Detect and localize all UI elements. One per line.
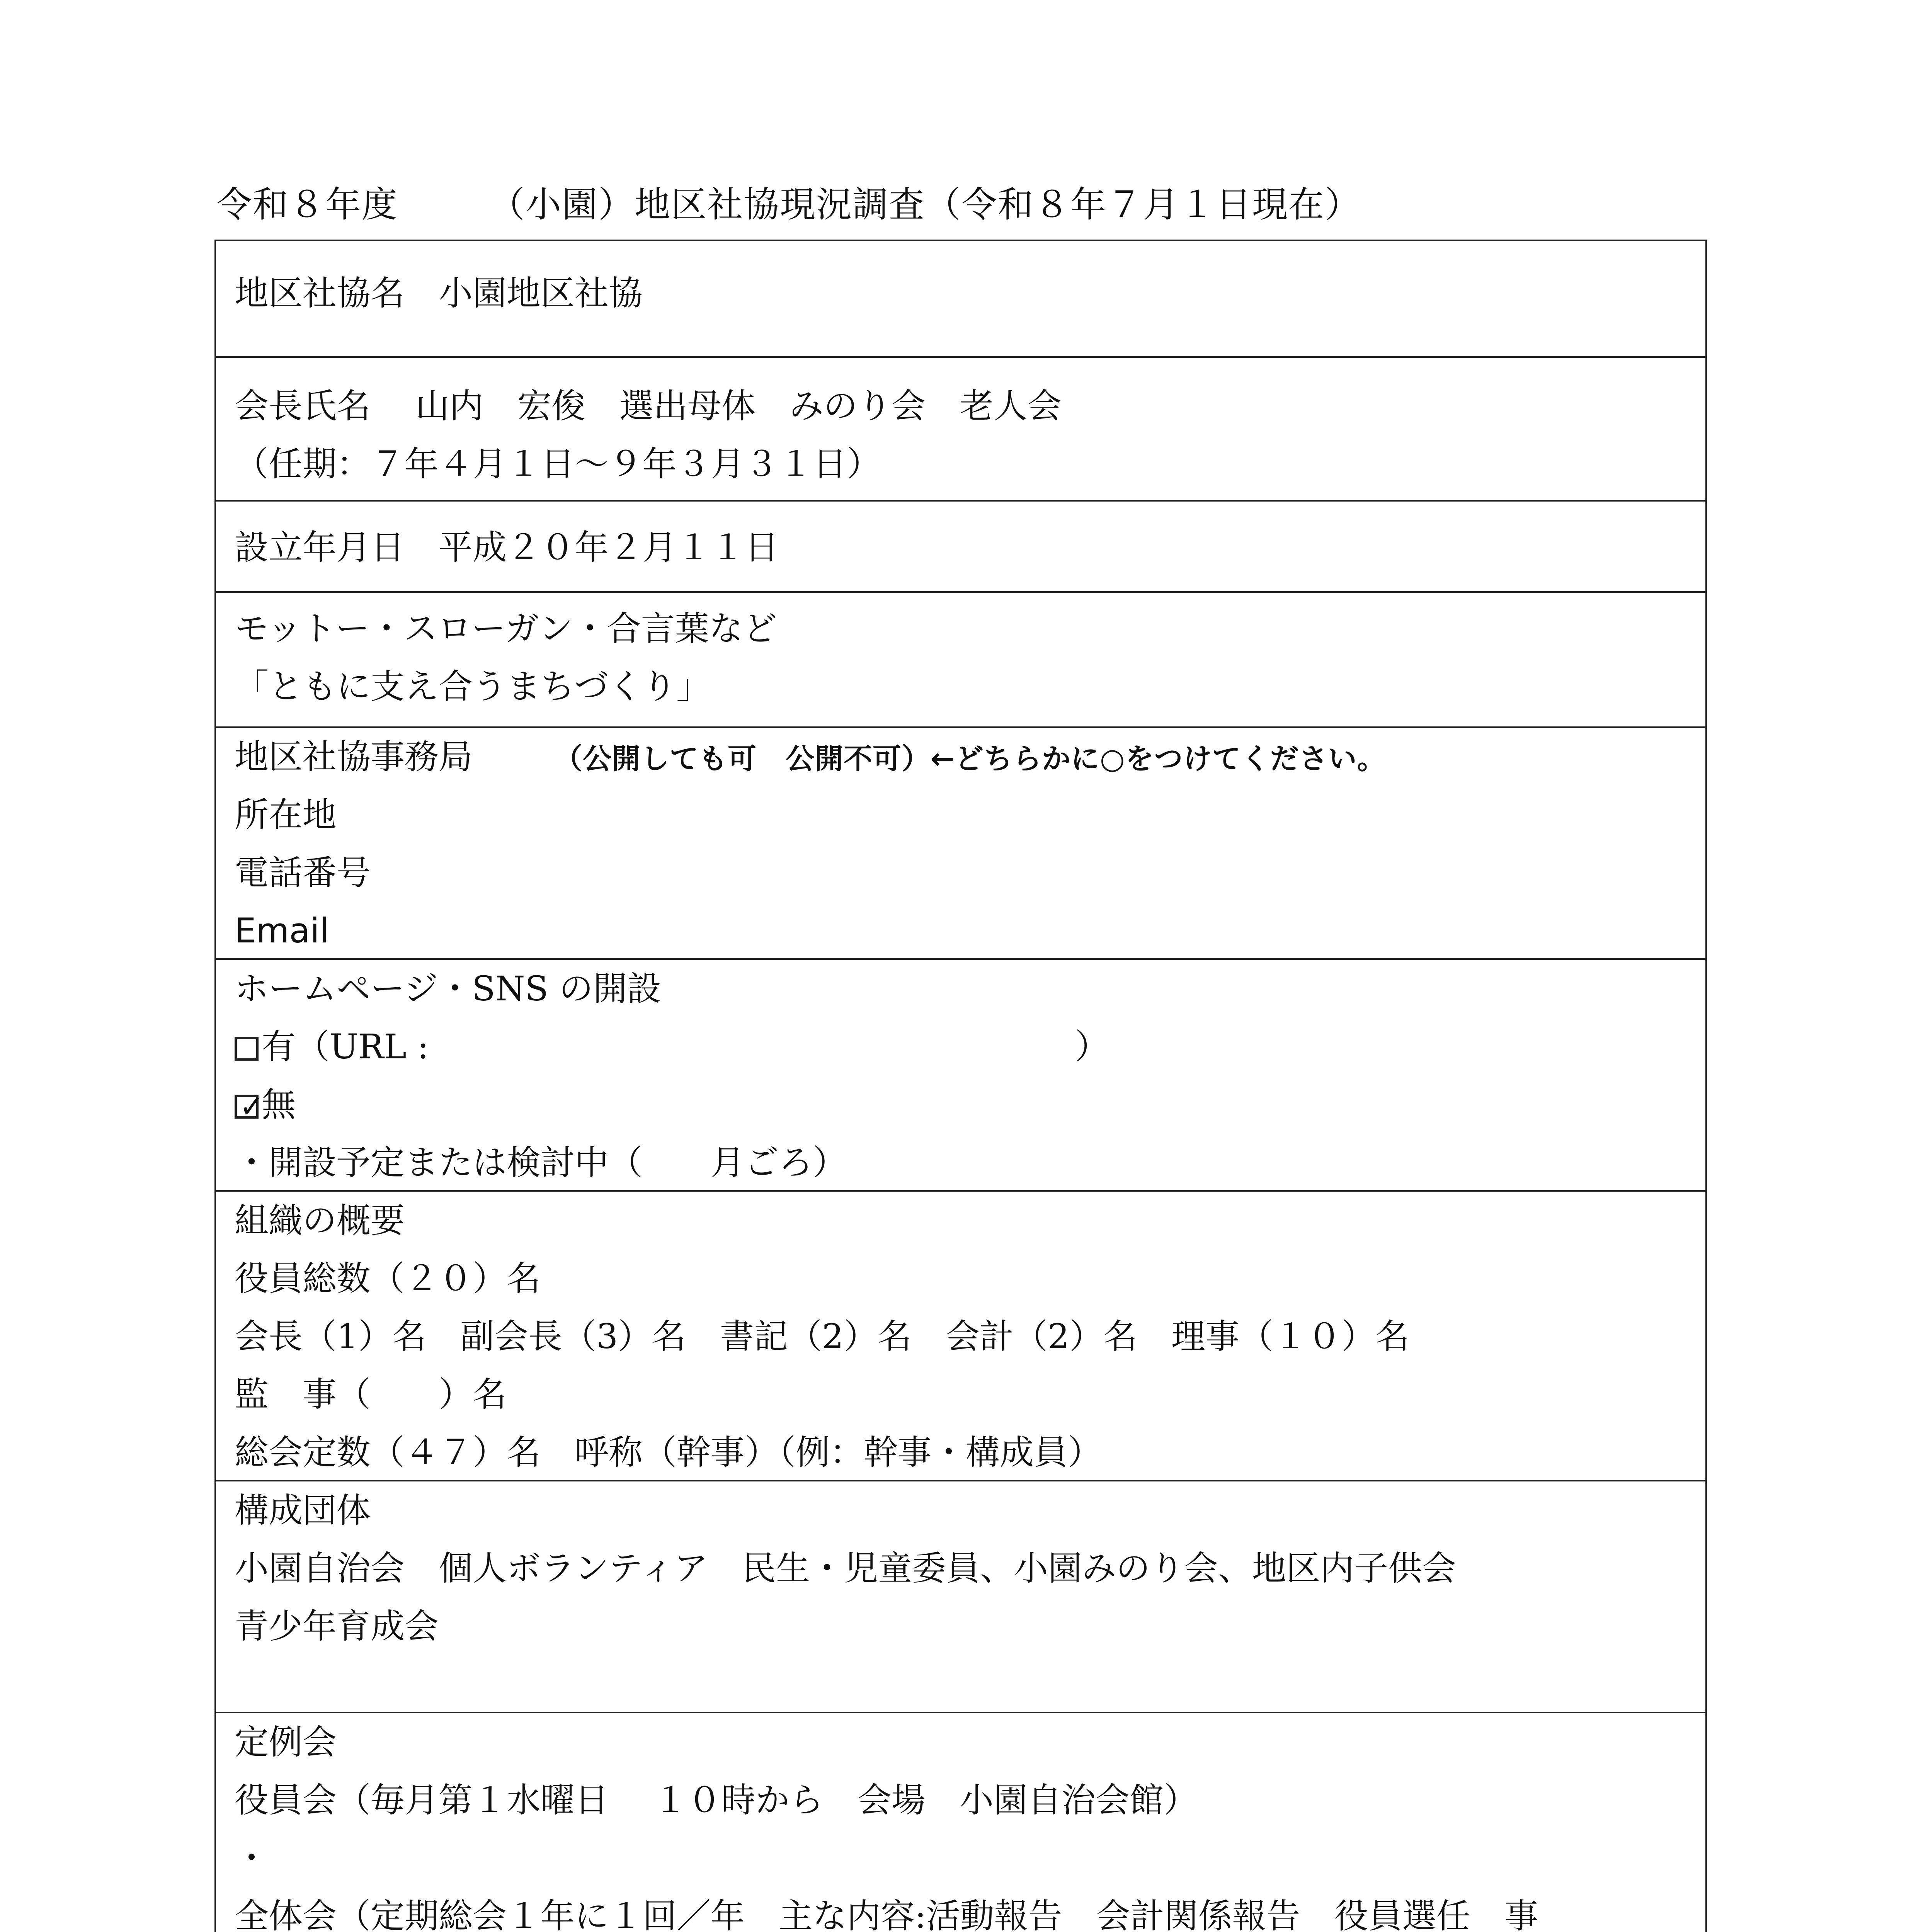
checkbox-no-icon[interactable]: [235, 1089, 265, 1124]
row-member-groups: [216, 1481, 1705, 1713]
website-option-yes: [235, 1018, 1690, 1076]
board-meeting-bullet: ・: [235, 1838, 269, 1878]
office-label: 地区社協事務局: [235, 737, 473, 777]
page-title: 令和８年度 （小園）地区社協現況調査（令和８年７月１日現在）: [216, 184, 1361, 225]
organization-heading: 組織の概要: [235, 1201, 405, 1240]
motto-text: 「ともに支え合うまちづくり」: [235, 667, 711, 706]
row-president: [216, 358, 1705, 502]
member-groups-heading: 構成団体: [235, 1490, 371, 1530]
row-association-name: [216, 241, 1705, 358]
office-email-label: Email: [235, 911, 329, 951]
row-office: [216, 728, 1705, 960]
president-term: （任期：７年４月１日〜９年３月３１日）: [235, 444, 881, 484]
website-option-yes-label: 有（URL : ）: [262, 1027, 1109, 1066]
office-phone-label: 電話番号: [235, 853, 371, 893]
website-planned: ・開設予定または検討中（ 月ごろ）: [235, 1143, 847, 1182]
board-meeting: 役員会（毎月第１水曜日 １０時から 会場 小園自治会館）: [235, 1780, 1198, 1820]
member-groups-line2: 青少年育成会: [235, 1606, 439, 1646]
website-heading: ホームページ・SNS の開設: [235, 969, 661, 1009]
meetings-heading: 定例会: [235, 1722, 337, 1762]
office-heading: [235, 728, 1690, 786]
member-groups-line1: 小園自治会 個人ボランティア 民生・児童委員、小園みのり会、地区内子供会: [235, 1548, 1456, 1588]
motto-heading: モットー・スローガン・合言葉など: [235, 609, 777, 648]
row-organization: [216, 1192, 1705, 1481]
checkbox-yes-icon[interactable]: [235, 1037, 259, 1061]
row-founded: [216, 502, 1705, 593]
checkmark-icon: ✓: [239, 1089, 265, 1124]
general-assembly: 全体会（定期総会１年に１回／年 主な内容:活動報告 会計関係報告 役員選任 事: [235, 1896, 1538, 1932]
row-meetings: [216, 1713, 1705, 1932]
president-name: 会長氏名 山内 宏俊 選出母体 みのり会 老人会: [235, 386, 1062, 426]
officer-total: 役員総数（２０）名: [235, 1259, 541, 1298]
auditor-count: 監 事（ ）名: [235, 1374, 507, 1414]
assembly-quorum: 総会定数（４７）名 呼称（幹事）（例：幹事・構成員）: [235, 1432, 1102, 1472]
row-website: [216, 960, 1705, 1192]
row-motto: [216, 593, 1705, 728]
office-address-label: 所在地: [235, 795, 337, 835]
founded-date: 設立年月日 平成２０年２月１１日: [235, 527, 779, 567]
disclosure-notice: （公開しても可 公開不可）←どちらかに○をつけてください。: [554, 742, 1386, 776]
website-option-no: [235, 1076, 1690, 1134]
association-name: 地区社協名 小園地区社協: [235, 273, 643, 313]
officer-breakdown: 会長（1）名 副会長（3）名 書記（2）名 会計（2）名 理事（１０）名: [235, 1316, 1409, 1356]
website-option-no-label: 無: [262, 1085, 296, 1124]
survey-form-table: [214, 240, 1707, 1932]
